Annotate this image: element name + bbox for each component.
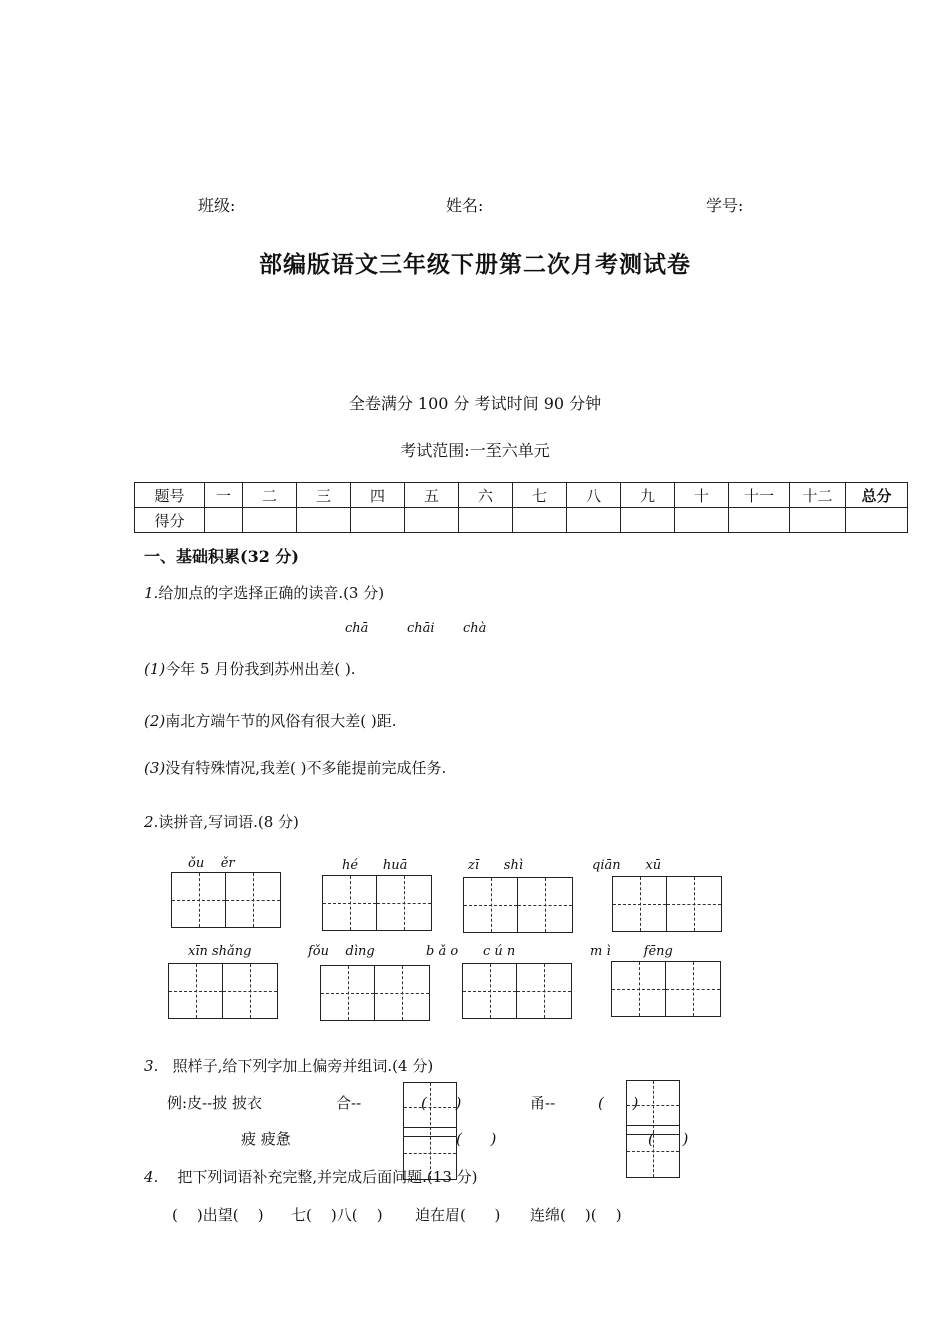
table-header-cell: 二 — [243, 483, 297, 508]
answer-blank[interactable]: ( ) — [456, 1130, 497, 1148]
score-table-header-row — [135, 483, 908, 508]
table-header-cell: 四 — [351, 483, 405, 508]
page-title: 部编版语文三年级下册第二次月考测试卷 — [259, 251, 691, 278]
item-text: 南北方端午节的风俗有很大差( )距. — [165, 712, 397, 730]
answer-blank[interactable]: ( ) — [421, 1094, 462, 1112]
answer-blank[interactable]: ( ) — [598, 1094, 639, 1112]
char-prompt: 甬-- — [530, 1094, 556, 1112]
table-row-label: 得分 — [135, 508, 205, 533]
writing-grid[interactable] — [462, 963, 572, 1019]
section-heading: 一、基础积累(32 分) — [144, 547, 299, 566]
score-cell[interactable] — [243, 508, 297, 533]
score-cell[interactable] — [351, 508, 405, 533]
question-number: 3. — [144, 1057, 159, 1075]
question-number: 1. — [144, 584, 159, 602]
question-number: 2. — [144, 813, 159, 831]
question-prompt: 读拼音,写词语.(8 分) — [158, 813, 299, 831]
pinyin-label: xīn shǎng — [188, 944, 252, 959]
item-number: (3) — [144, 759, 166, 777]
item-number: (2) — [144, 712, 166, 730]
table-header-cell: 十二 — [790, 483, 846, 508]
score-cell[interactable] — [790, 508, 846, 533]
pinyin-label: m ì fēng — [590, 944, 673, 959]
pinyin-label: b ǎ o c ú n — [426, 944, 516, 959]
idiom-item[interactable]: 迫在眉( ) — [415, 1206, 501, 1224]
question-2 — [144, 811, 299, 832]
question-item — [144, 757, 446, 778]
score-cell[interactable] — [459, 508, 513, 533]
question-1 — [144, 582, 384, 603]
table-header-cell: 三 — [297, 483, 351, 508]
table-header-cell: 五 — [405, 483, 459, 508]
writing-grid[interactable] — [611, 961, 721, 1017]
score-cell[interactable] — [567, 508, 621, 533]
pinyin-label: hé huā — [342, 858, 408, 873]
table-header-cell: 十 — [675, 483, 729, 508]
writing-grid[interactable] — [322, 875, 432, 931]
writing-grid[interactable] — [612, 876, 722, 932]
question-4 — [144, 1166, 478, 1187]
item-number: (1) — [144, 660, 166, 678]
char-prompt: 合-- — [336, 1094, 362, 1112]
idiom-item[interactable]: 七( )八( ) — [291, 1206, 383, 1224]
table-header-cell-total: 总分 — [846, 483, 908, 508]
question-prompt: 把下列词语补充完整,并完成后面问题.(13 分) — [177, 1168, 478, 1186]
writing-grid[interactable] — [171, 872, 281, 928]
score-cell[interactable] — [675, 508, 729, 533]
score-cell[interactable] — [405, 508, 459, 533]
pinyin-option: chà — [463, 621, 487, 636]
writing-grid[interactable] — [320, 965, 430, 1021]
example-line: 例:皮--披 披衣 — [167, 1094, 262, 1112]
question-number: 4. — [144, 1168, 159, 1186]
exam-score-time: 全卷满分 100 分 考试时间 90 分钟 — [348, 394, 602, 413]
score-cell[interactable] — [846, 508, 908, 533]
idiom-item[interactable]: ( )出望( ) — [172, 1206, 264, 1224]
example-line: 疲 疲惫 — [241, 1130, 291, 1148]
pinyin-label: fǒu dìng — [308, 944, 375, 959]
pinyin-option: chāi — [407, 621, 435, 636]
score-cell[interactable] — [621, 508, 675, 533]
question-prompt: 给加点的字选择正确的读音.(3 分) — [158, 584, 385, 602]
student-id-label: 学号: — [706, 196, 744, 215]
pinyin-label: qiān xū — [592, 858, 662, 873]
class-label: 班级: — [198, 196, 236, 215]
question-item — [144, 658, 356, 679]
score-cell[interactable] — [729, 508, 790, 533]
table-header-cell: 题号 — [135, 483, 205, 508]
score-cell[interactable] — [205, 508, 243, 533]
score-cell[interactable] — [297, 508, 351, 533]
item-text: 没有特殊情况,我差( )不多能提前完成任务. — [165, 759, 447, 777]
question-prompt: 照样子,给下列字加上偏旁并组词.(4 分) — [172, 1057, 434, 1075]
pinyin-label: ǒu ěr — [188, 856, 235, 871]
writing-grid[interactable] — [168, 963, 278, 1019]
table-header-cell: 一 — [205, 483, 243, 508]
writing-grid[interactable] — [463, 877, 573, 933]
table-header-cell: 七 — [513, 483, 567, 508]
idiom-item[interactable]: 连绵( )( ) — [530, 1206, 622, 1224]
answer-blank[interactable]: ( ) — [648, 1130, 689, 1148]
pinyin-option: chā — [345, 621, 369, 636]
score-table-score-row — [135, 508, 908, 533]
pinyin-label: zī shì — [468, 858, 524, 873]
exam-scope: 考试范围:一至六单元 — [400, 441, 550, 460]
table-header-cell: 六 — [459, 483, 513, 508]
item-text: 今年 5 月份我到苏州出差( ). — [165, 660, 356, 678]
question-item — [144, 710, 397, 731]
score-table — [134, 482, 908, 533]
score-cell[interactable] — [513, 508, 567, 533]
name-label: 姓名: — [446, 196, 484, 215]
question-3 — [144, 1055, 433, 1076]
table-header-cell: 八 — [567, 483, 621, 508]
table-header-cell: 九 — [621, 483, 675, 508]
table-header-cell: 十一 — [729, 483, 790, 508]
